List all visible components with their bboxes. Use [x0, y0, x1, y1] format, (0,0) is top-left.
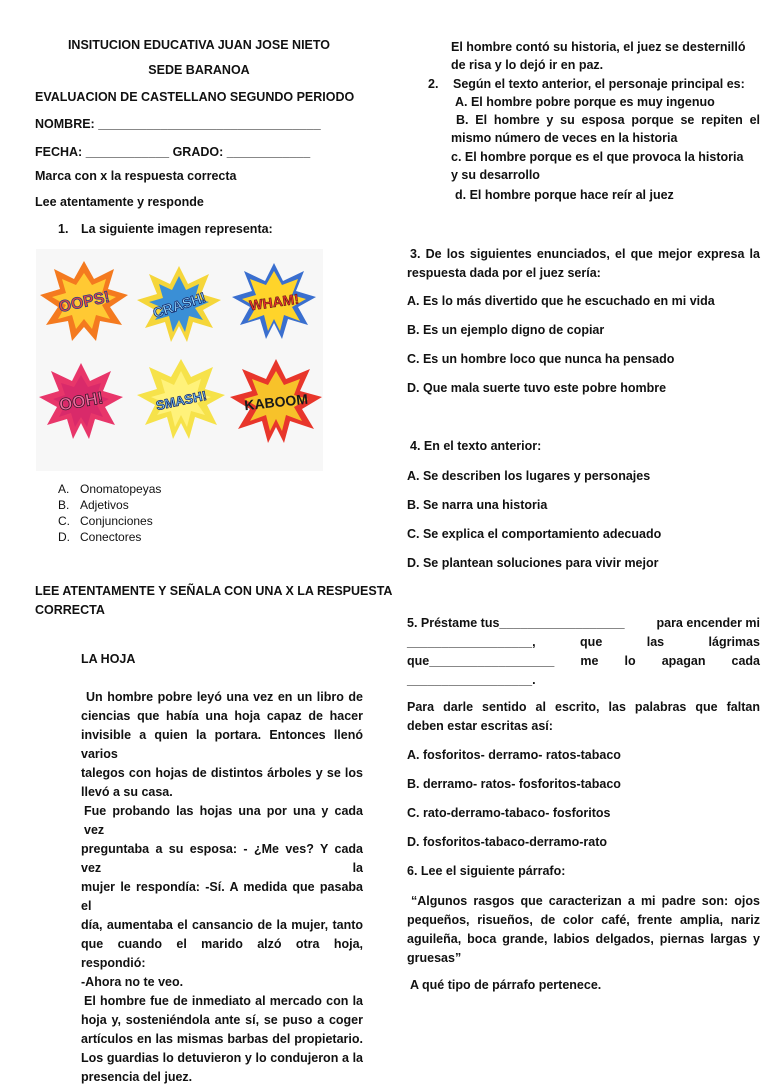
q2-option-d[interactable]: d. El hombre porque hace reír al juez — [455, 188, 674, 202]
q1-option-b[interactable]: B. Adjetivos — [58, 498, 129, 512]
q5-option-c[interactable]: C. rato-derramo-tabaco- fosforitos — [407, 806, 611, 820]
svg-text:CRASH!: CRASH! — [150, 288, 208, 321]
question-6-quote: “Algunos rasgos que caracterizan a mi padre son: ojos pequeños, risueños, de color café, frente amplia, nariz aguileña, boca grande, labios delgados, piernas largas y gruesas” — [407, 894, 760, 965]
name-field[interactable]: NOMBRE: ________________________________ — [35, 117, 321, 131]
question-4-text: 4. En el texto anterior: — [410, 439, 542, 453]
question-5-text[interactable]: 5. Préstame tus__________________ para encender mi __________________, que las lágrimas que__________________ me lo apagan cada __________________. — [407, 616, 760, 687]
q5-option-a[interactable]: A. fosforitos- derramo- ratos-tabaco — [407, 748, 621, 762]
svg-text:KABOOM: KABOOM — [243, 390, 309, 414]
q2-option-a[interactable]: A. El hombre pobre porque es muy ingenuo — [455, 95, 715, 109]
q5-option-d[interactable]: D. fosforitos-tabaco-derramo-rato — [407, 835, 608, 849]
wham-burst — [232, 263, 316, 339]
question-1-text: La siguiente imagen representa: — [81, 222, 273, 236]
q4-option-d[interactable]: D. Se plantean soluciones para vivir mejor — [407, 556, 659, 570]
question-2-text: Según el texto anterior, el personaje principal es: — [453, 77, 745, 91]
oops-burst — [40, 261, 128, 341]
question-6-ask: A qué tipo de párrafo pertenece. — [410, 978, 602, 992]
q3-option-b[interactable]: B. Es un ejemplo digno de copiar — [407, 323, 605, 337]
q1-option-c[interactable]: C. Conjunciones — [58, 514, 153, 528]
school-name: INSITUCION EDUCATIVA JUAN JOSE NIETO — [67, 38, 331, 52]
story-continuation: El hombre contó su historia, el juez se desternilló de risa y lo dejó ir en paz. — [451, 40, 746, 72]
onomatopoeia-image — [36, 249, 323, 471]
q3-option-c[interactable]: C. Es un hombre loco que nunca ha pensado — [407, 352, 675, 366]
q1-option-a[interactable]: A. Onomatopeyas — [58, 482, 162, 496]
crash-burst — [137, 266, 221, 342]
question-3-text: 3. De los siguientes enunciados, el que mejor expresa la — [410, 247, 760, 261]
q2-option-c[interactable]: c. El hombre porque es el que provoca la historia — [451, 150, 744, 164]
instruction-read: Lee atentamente y responde — [35, 195, 204, 209]
q2-option-b-cont: mismo número de veces en la historia — [451, 131, 678, 145]
q1-option-d[interactable]: D. Conectores — [58, 530, 142, 544]
campus-name: SEDE BARANOA — [148, 63, 250, 77]
q2-option-b[interactable]: B. El hombre y su esposa porque se repiten el — [456, 113, 760, 127]
svg-text:OOPS!: OOPS! — [57, 288, 112, 317]
question-6-text: 6. Lee el siguiente párrafo: — [407, 864, 566, 878]
q3-option-a[interactable]: A. Es lo más divertido que he escuchado en mi vida — [407, 294, 715, 308]
question-5-instruction-cont: deben estar escritas así: — [407, 719, 553, 733]
exam-title: EVALUACION DE CASTELLANO SEGUNDO PERIODO — [35, 90, 355, 104]
kaboom-burst — [230, 359, 322, 443]
q2-option-c-cont: y su desarrollo — [451, 168, 540, 182]
question-3-text-cont: respuesta dada por el juez sería: — [407, 266, 601, 280]
svg-text:SMASH!: SMASH! — [154, 387, 208, 414]
date-grade-field[interactable]: FECHA: ____________ GRADO: ____________ — [35, 145, 311, 159]
smash-burst — [137, 359, 225, 439]
instruction-mark: Marca con x la respuesta correcta — [35, 169, 237, 183]
svg-text:OOH!: OOH! — [57, 388, 105, 415]
story-title: LA HOJA — [81, 652, 136, 666]
question-2-number: 2. — [428, 77, 439, 91]
q4-option-b[interactable]: B. Se narra una historia — [407, 498, 548, 512]
svg-text:WHAM!: WHAM! — [248, 290, 300, 314]
question-5-instruction: Para darle sentido al escrito, las palabras que faltan — [407, 700, 760, 714]
q4-option-c[interactable]: C. Se explica el comportamiento adecuado — [407, 527, 662, 541]
ooh-burst — [39, 363, 123, 439]
q4-option-a[interactable]: A. Se describen los lugares y personajes — [407, 469, 651, 483]
q3-option-d[interactable]: D. Que mala suerte tuvo este pobre hombre — [407, 381, 667, 395]
q5-option-b[interactable]: B. derramo- ratos- fosforitos-tabaco — [407, 777, 621, 791]
question-1-options — [58, 481, 161, 545]
section-instruction-line2: CORRECTA — [35, 603, 105, 617]
question-1-number: 1. — [58, 222, 69, 236]
story-text: Un hombre pobre leyó una vez en un libro de ciencias que había una hoja capaz de hacer invisible a quien la portara. Entonces llenó varios talegos con hojas de distintos árboles y se los llevó a su casa. Fue probando las hojas una por una y cada vez preguntaba a su esposa: - ¿Me ves? Y cada vez la mujer le respondía: -Sí. A medida que pasaba el día, aumentaba el cansancio de la mujer, tanto que cuando el marido alzó otra hoja, respondió: -Ahora no te veo. El hombre fue de inmediato al mercado con la hoja y, sosteniéndola ante sí, se puso a coger artículos en las mismas barbas del propietario. Los guardias lo detuvieron y lo condujeron a la presencia del juez. — [81, 690, 363, 1084]
section-instruction-line1: LEE ATENTAMENTE Y SEÑALA CON UNA X LA RESPUESTA — [35, 584, 393, 598]
comic-bursts — [36, 249, 323, 471]
